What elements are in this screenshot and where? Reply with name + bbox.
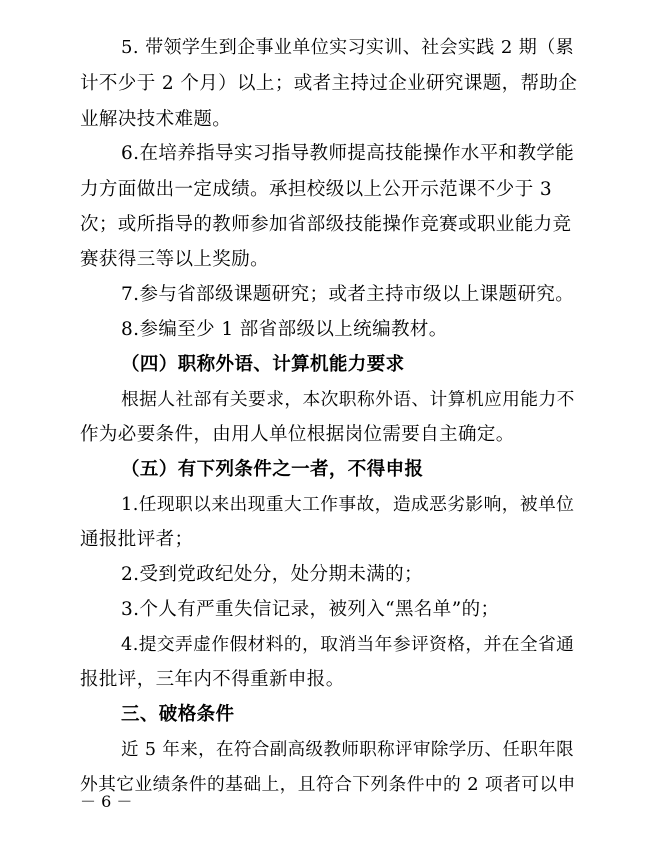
- paragraph-line: 4.提交弄虚作假材料的，取消当年参评资格，并在全省通: [121, 635, 575, 655]
- paragraph-line: 8.参编至少 1 部省部级以上统编教材。: [121, 319, 448, 340]
- paragraph-line: 计不少于 2 个月）以上；或者主持过企业研究课题，帮助企: [80, 73, 578, 94]
- section-heading: （四）职称外语、计算机能力要求: [121, 354, 405, 375]
- paragraph-line: 1.任现职以来出现重大工作事故，造成恶劣影响，被单位: [121, 495, 575, 515]
- paragraph-line: 作为必要条件，由用人单位根据岗位需要自主确定。: [80, 424, 515, 445]
- paragraph-line: 业解决技术难题。: [80, 109, 232, 130]
- paragraph-line: 6.在培养指导实习指导教师提高技能操作水平和教学能: [121, 143, 575, 164]
- paragraph-line: 报批评，三年内不得重新申报。: [80, 669, 345, 690]
- paragraph-line: 根据人社部有关要求，本次职称外语、计算机应用能力不: [121, 390, 575, 410]
- section-heading: （五）有下列条件之一者，不得申报: [121, 459, 424, 480]
- paragraph-line: 5. 带领学生到企事业单位实习实训、社会实践 2 期（累: [121, 37, 574, 58]
- chapter-heading: 三、破格条件: [121, 704, 235, 725]
- paragraph-line: 2.受到党政纪处分，处分期未满的；: [121, 564, 423, 585]
- paragraph-line: 力方面做出一定成绩。承担校级以上公开示范课不少于 3: [80, 179, 553, 200]
- paragraph-line: 7.参与省部级课题研究；或者主持市级以上课题研究。: [121, 284, 575, 305]
- paragraph-line: 3.个人有严重失信记录，被列入“黑名单”的；: [121, 599, 500, 620]
- paragraph-line: 外其它业绩条件的基础上，且符合下列条件中的 2 项者可以申: [80, 775, 576, 795]
- paragraph-line: 通报批评者；: [80, 529, 194, 550]
- paragraph-line: 赛获得三等以上奖励。: [80, 249, 270, 270]
- page-number: － 6 －: [80, 792, 133, 811]
- paragraph-line: 次；或所指导的教师参加省部级技能操作竞赛或职业能力竞: [80, 214, 572, 235]
- paragraph-line: 近 5 年来，在符合副高级教师职称评审除学历、任职年限: [121, 740, 575, 760]
